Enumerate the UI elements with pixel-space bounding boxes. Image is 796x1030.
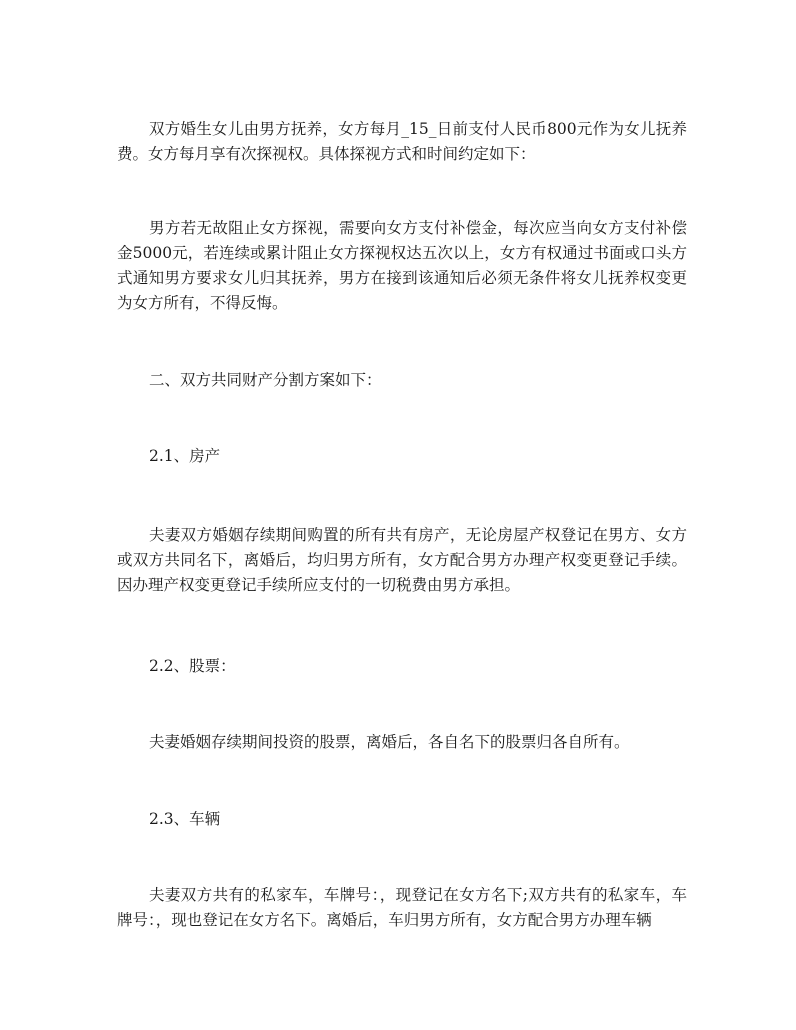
subsection-2-3-heading: 2.3、车辆	[149, 810, 221, 828]
subsection-2-2-heading: 2.2、股票：	[149, 657, 236, 675]
stocks-paragraph: 夫妻婚姻存续期间投资的股票，离婚后，各自名下的股票归各自所有。	[149, 733, 630, 751]
vehicles-paragraph: 夫妻双方共有的私家车，车牌号：，现登记在女方名下;双方共有的私家车，车牌号：，现也登记在女方名下。离婚后，车归男方所有，女方配合男方办理车辆	[117, 886, 687, 929]
child-custody-paragraph: 双方婚生女儿由男方抚养，女方每月_15_日前支付人民币800元作为女儿抚养费。女方每月享有次探视权。具体探视方式和时间约定如下：	[117, 120, 687, 163]
real-estate-paragraph: 夫妻双方婚姻存续期间购置的所有共有房产，无论房屋产权登记在男方、女方或双方共同名下，离婚后，均归男方所有，女方配合男方办理产权变更登记手续。因办理产权变更登记手续所应支付的一切税费由男方承担。	[117, 526, 687, 594]
visitation-compensation-paragraph: 男方若无故阻止女方探视，需要向女方支付补偿金，每次应当向女方支付补偿金5000元，若连续或累计阻止女方探视权达五次以上，女方有权通过书面或口头方式通知男方要求女儿归其抚养，男方在接到该通知后必须无条件将女儿抚养权变更为女方所有，不得反悔。	[117, 219, 687, 312]
subsection-2-1-heading: 2.1、房产	[149, 447, 221, 465]
section-2-heading: 二、双方共同财产分割方案如下：	[149, 371, 382, 389]
